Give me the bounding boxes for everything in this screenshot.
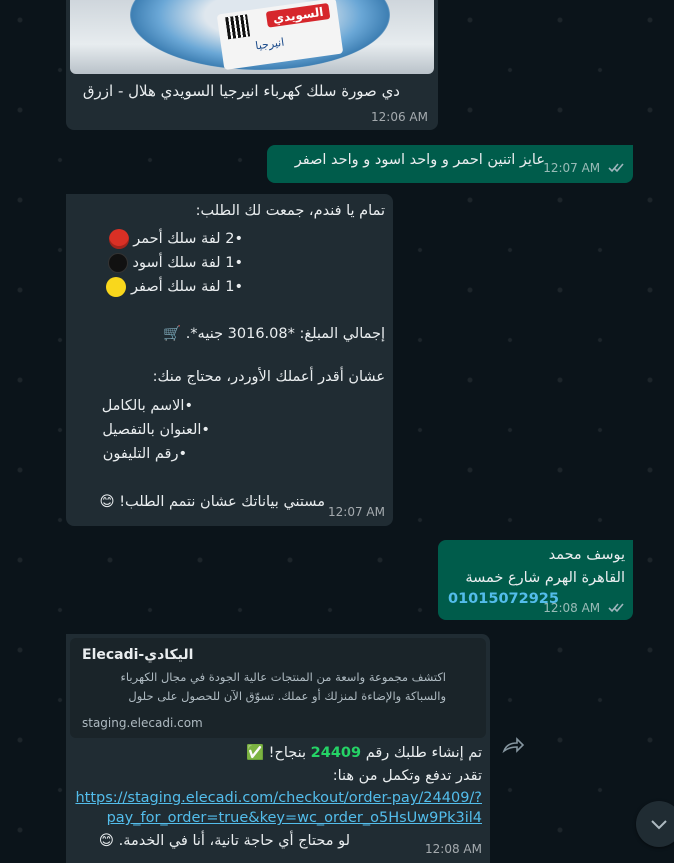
brand-text: السويدي bbox=[266, 3, 330, 28]
check-mark-icon: ✅ bbox=[246, 745, 265, 761]
link-preview-domain: staging.elecadi.com bbox=[82, 716, 203, 730]
chevron-down-icon bbox=[636, 801, 674, 847]
order-item: •1 لفة سلك أصفر bbox=[106, 277, 243, 297]
pay-instruction: تقدر تدفع وتكمل من هنا: bbox=[332, 768, 482, 784]
message-time: 12:07 AM bbox=[543, 161, 601, 175]
customer-phone[interactable]: 01015072925 bbox=[448, 591, 559, 607]
payment-link[interactable]: https://staging.elecadi.com/checkout/order-pay/24409/? bbox=[75, 790, 482, 806]
read-receipt-icon bbox=[608, 162, 625, 176]
smile-emoji-icon: 😊 bbox=[98, 833, 115, 849]
field-phone: •رقم التليفون bbox=[102, 446, 187, 462]
message-time: 12:07 AM bbox=[328, 505, 385, 519]
field-name: •الاسم بالكامل bbox=[101, 398, 193, 414]
link-preview-desc: اكتشف مجموعة واسعة من المنتجات عالية الجودة في مجال الكهرباء bbox=[120, 670, 446, 684]
link-preview-title: Elecadi-اليكادي bbox=[82, 647, 194, 663]
message-incoming[interactable] bbox=[66, 194, 393, 526]
red-circle-icon bbox=[109, 229, 129, 249]
message-image-incoming[interactable] bbox=[66, 0, 438, 130]
customer-name: يوسف محمد bbox=[548, 547, 625, 563]
yellow-circle-icon bbox=[106, 277, 126, 297]
message-intro: تمام يا فندم، جمعت لك الطلب: bbox=[195, 203, 385, 219]
waiting-text: مستني بياناتك عشان نتمم الطلب! 😊 bbox=[99, 494, 325, 510]
field-address: •العنوان بالتفصيل bbox=[102, 422, 210, 438]
sub-brand-text: انيرجيا bbox=[254, 35, 286, 53]
message-time: 12:08 AM bbox=[543, 601, 601, 615]
order-item: •1 لفة سلك أسود bbox=[108, 253, 243, 273]
order-total: إجمالي المبلغ: *3016.08 جنيه*. 🛒 bbox=[163, 326, 385, 342]
qr-code bbox=[225, 14, 250, 39]
message-text: عايز اتنين احمر و واحد اسود و واحد اصفر bbox=[294, 152, 545, 168]
message-outgoing[interactable] bbox=[438, 540, 633, 620]
read-receipt-icon bbox=[608, 602, 625, 616]
message-incoming-link[interactable] bbox=[66, 634, 490, 863]
link-preview-desc: والسباكة والإضاءة لمنزلك أو عملك. تسوّق الآن للحصول على حلول bbox=[128, 689, 446, 703]
smile-emoji-icon: 😊 bbox=[99, 494, 115, 510]
message-time: 12:08 AM bbox=[425, 842, 482, 856]
order-item: •2 لفة سلك أحمر bbox=[109, 229, 243, 249]
message-time: 12:06 AM bbox=[371, 110, 428, 124]
message-outgoing[interactable] bbox=[267, 145, 633, 183]
closing-text: لو محتاج أي حاجة تانية، أنا في الخدمة. 😊 bbox=[98, 833, 350, 849]
message-meta bbox=[543, 601, 625, 616]
shopping-cart-icon: 🛒 bbox=[163, 326, 182, 342]
link-preview-card[interactable] bbox=[70, 638, 486, 738]
request-text: عشان أقدر أعملك الأوردر، محتاج منك: bbox=[152, 369, 385, 385]
order-number: 24409 bbox=[310, 745, 362, 761]
product-image[interactable] bbox=[70, 0, 434, 74]
image-caption: دي صورة سلك كهرباء انيرجيا السويدي هلال - ازرق bbox=[82, 82, 400, 100]
order-created-text: تم إنشاء طلبك رقم 24409 بنجاح! ✅ bbox=[246, 745, 482, 761]
customer-address: القاهرة الهرم شارع خمسة bbox=[465, 570, 625, 586]
scroll-down-button[interactable] bbox=[636, 801, 674, 847]
black-circle-icon bbox=[108, 253, 128, 273]
payment-link[interactable]: pay_for_order=true&key=wc_order_o5HsUw9Pk3il4 bbox=[106, 810, 482, 826]
message-meta bbox=[543, 161, 625, 176]
forward-icon[interactable] bbox=[500, 736, 526, 758]
